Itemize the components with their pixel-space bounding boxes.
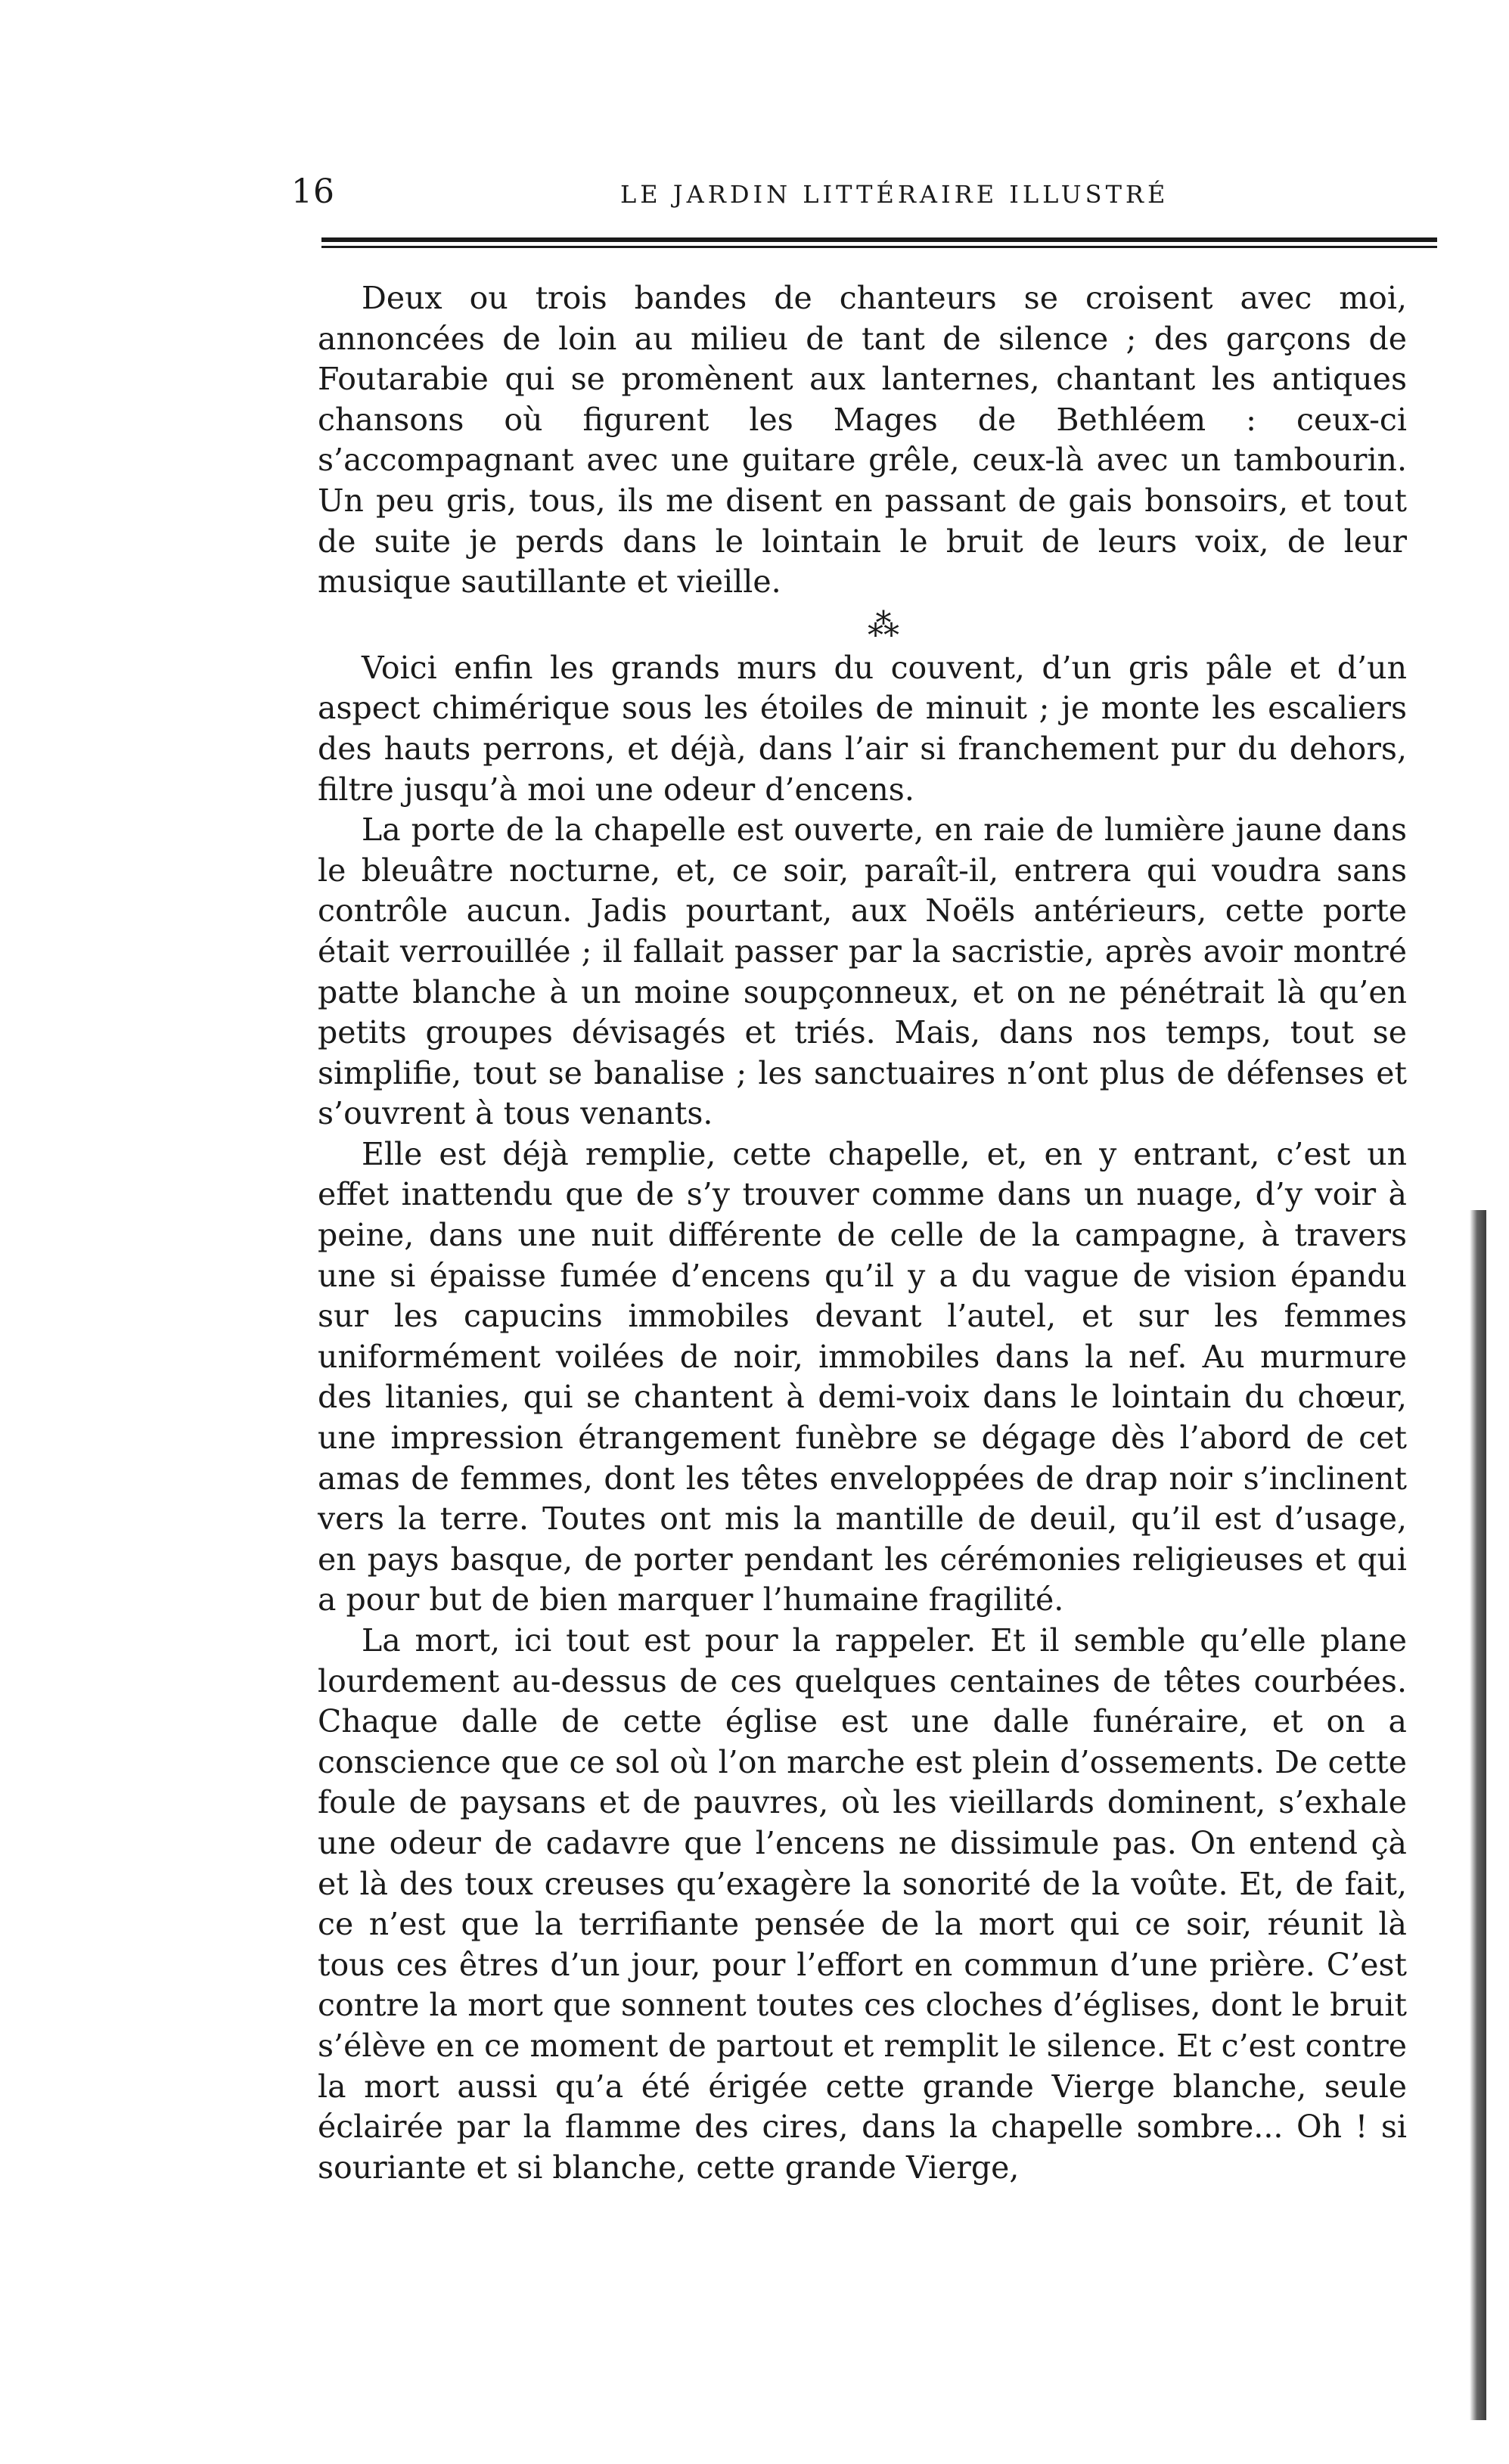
header-rule-thick bbox=[321, 237, 1437, 242]
asterism-divider: ⁂ bbox=[868, 606, 901, 644]
header-rule-thin bbox=[321, 246, 1437, 248]
paragraph: La mort, ici tout est pour la rappeler. Et il semble qu’elle plane lourdement au-dessus de ces quelques centaines de têtes courbées. Chaque dalle de cette église est une dalle funéraire, et on a conscience que ce sol où l’on marche est plein d’ossements. De cette foule de paysans et de pauvres, où les vieillards dominent, s’exhale une odeur de cadavre que l’encens ne dissimule pas. On entend çà et là des toux creuses qu’exagère la sonorité de la voûte. Et, de fait, ce n’est que la terrifiante pensée de la mort qui ce soir, réunit là tous ces êtres d’un jour, pour l’effort en commun d’une prière. C’est contre la mort que sonnent toutes ces cloches d’églises, dont le bruit s’élève en ce moment de partout et remplit le silence. Et c’est contre la mort aussi qu’a été érigée cette grande Vierge blanche, seule éclairée par la flamme des cires, dans la chapelle sombre... Oh ! si souriante et si blanche, cette grande Vierge, bbox=[318, 1622, 1407, 2186]
page-edge-shadow bbox=[1470, 1210, 1486, 2420]
paragraph: La porte de la chapelle est ouverte, en raie de lumière jaune dans le bleuâtre nocturne, et, ce soir, paraît-il, entrera qui voudra sans contrôle aucun. Jadis pourtant, aux Noëls antérieurs, cette porte était verrouillée ; il fallait passer par la sacristie, après avoir montré patte blanche à un moine soupçonneux, et on ne pénétrait là qu’en petits groupes dévisagés et triés. Mais, dans nos temps, tout se simplifie, tout se banalise ; les sanctuaires n’ont plus de défenses et s’ouvrent à tous venants. bbox=[318, 812, 1407, 1132]
body-text bbox=[318, 278, 1407, 2188]
paragraph: Deux ou trois bandes de chanteurs se croisent avec moi, annoncées de loin au milieu de tant de silence ; des garçons de Foutarabie qui se promènent aux lanternes, chantant les antiques chansons où figurent les Mages de Bethléem : ceux-ci s’accompagnant avec une guitare grêle, ceux-là avec un tambourin. Un peu gris, tous, ils me disent en passant de gais bonsoirs, et tout de suite je perds dans le lointain le bruit de leurs voix, de leur musique sautillante et vieille. bbox=[318, 280, 1407, 600]
page-number: 16 bbox=[291, 172, 335, 211]
running-title: LE JARDIN LITTÉRAIRE ILLUSTRÉ bbox=[620, 180, 1169, 209]
paragraph: Voici enfin les grands murs du couvent, d’un gris pâle et d’un aspect chimérique sous les étoiles de minuit ; je monte les escaliers des hauts perrons, et déjà, dans l’air si franchement pur du dehors, filtre jusqu’à moi une odeur d’encens. bbox=[318, 649, 1407, 808]
paragraph: Elle est déjà remplie, cette chapelle, et, en y entrant, c’est un effet inattendu que de s’y trouver comme dans un nuage, d’y voir à peine, dans une nuit différente de celle de la campagne, à travers une si épaisse fumée d’encens qu’il y a du vague de vision épandu sur les capucins immobiles devant l’autel, et sur les femmes uniformément voilées de noir, immobiles dans la nef. Au murmure des litanies, qui se chantent à demi-voix dans le lointain du chœur, une impression étrangement funèbre se dégage dès l’abord de cet amas de femmes, dont les têtes enveloppées de drap noir s’inclinent vers la terre. Toutes ont mis la mantille de deuil, qu’il est d’usage, en pays basque, de porter pendant les cérémonies religieuses et qui a pour but de bien marquer l’humaine fragilité. bbox=[318, 1135, 1407, 1618]
